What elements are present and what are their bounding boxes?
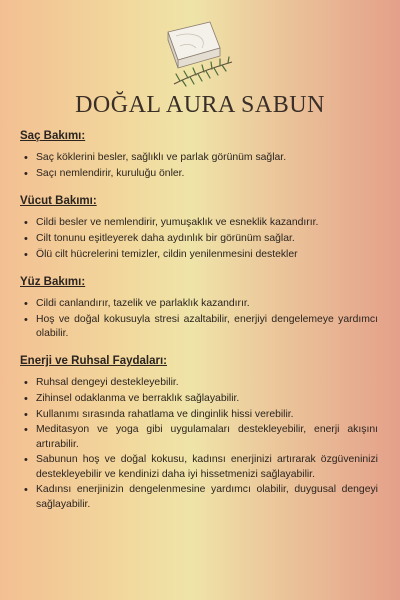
bullet-list xyxy=(20,216,380,262)
list-item: • Ölü cilt hücrelerini temizler, cildin yenilenmesini destekler xyxy=(36,248,380,262)
section-heading: Vücut Bakımı: xyxy=(20,195,97,207)
section-heading: Yüz Bakımı: xyxy=(20,275,86,288)
section-face-care xyxy=(20,276,380,341)
soap-with-rosemary-icon xyxy=(158,18,238,90)
section-heading: Enerji ve Ruhsal Faydaları: xyxy=(20,355,168,367)
list-item: • Cildi besler ve nemlendirir, yumuşaklık ve esneklik kazandırır. xyxy=(36,216,380,230)
list-item: • Saçı nemlendirir, kuruluğu önler. xyxy=(36,167,380,181)
section-energy-benefits xyxy=(20,355,380,512)
list-item: • Hoş ve doğal kokusuyla stresi azaltabilir, enerjiyi dengelemeye yardımcı olabilir. xyxy=(36,313,380,341)
bullet-list xyxy=(20,151,380,181)
section-heading: Saç Bakımı: xyxy=(20,130,86,142)
section-hair-care xyxy=(20,130,380,181)
list-item: • Cildi canlandırır, tazelik ve parlaklık kazandırır. xyxy=(36,297,380,311)
list-item: • Sabunun hoş ve doğal kokusu, kadınsı enerjinizi artırarak özgüveninizi destekleyebilir ve kendinizi daha iyi hissetmenizi sağlayabilir. xyxy=(36,453,380,481)
list-item: • Zihinsel odaklanma ve berraklık sağlayabilir. xyxy=(36,392,380,406)
list-item: • Saç köklerini besler, sağlıklı ve parlak görünüm sağlar. xyxy=(36,151,380,165)
list-item: • Ruhsal dengeyi destekleyebilir. xyxy=(36,376,380,390)
section-body-care xyxy=(20,195,380,262)
bullet-list xyxy=(20,376,380,512)
list-item: • Kadınsı enerjinizin dengelenmesine yardımcı olabilir, duygusal dengeyi sağlayabilir. xyxy=(36,483,380,511)
list-item: • Cilt tonunu eşitleyerek daha aydınlık bir görünüm sağlar. xyxy=(36,232,380,246)
list-item: • Meditasyon ve yoga gibi uygulamaları destekleyebilir, enerji akışını artırabilir. xyxy=(36,423,380,451)
list-item: • Kullanımı sırasında rahatlama ve dinginlik hissi verebilir. xyxy=(36,408,380,422)
content xyxy=(20,130,380,526)
page-title: DOĞAL AURA SABUN xyxy=(75,92,325,118)
bullet-list xyxy=(20,297,380,341)
